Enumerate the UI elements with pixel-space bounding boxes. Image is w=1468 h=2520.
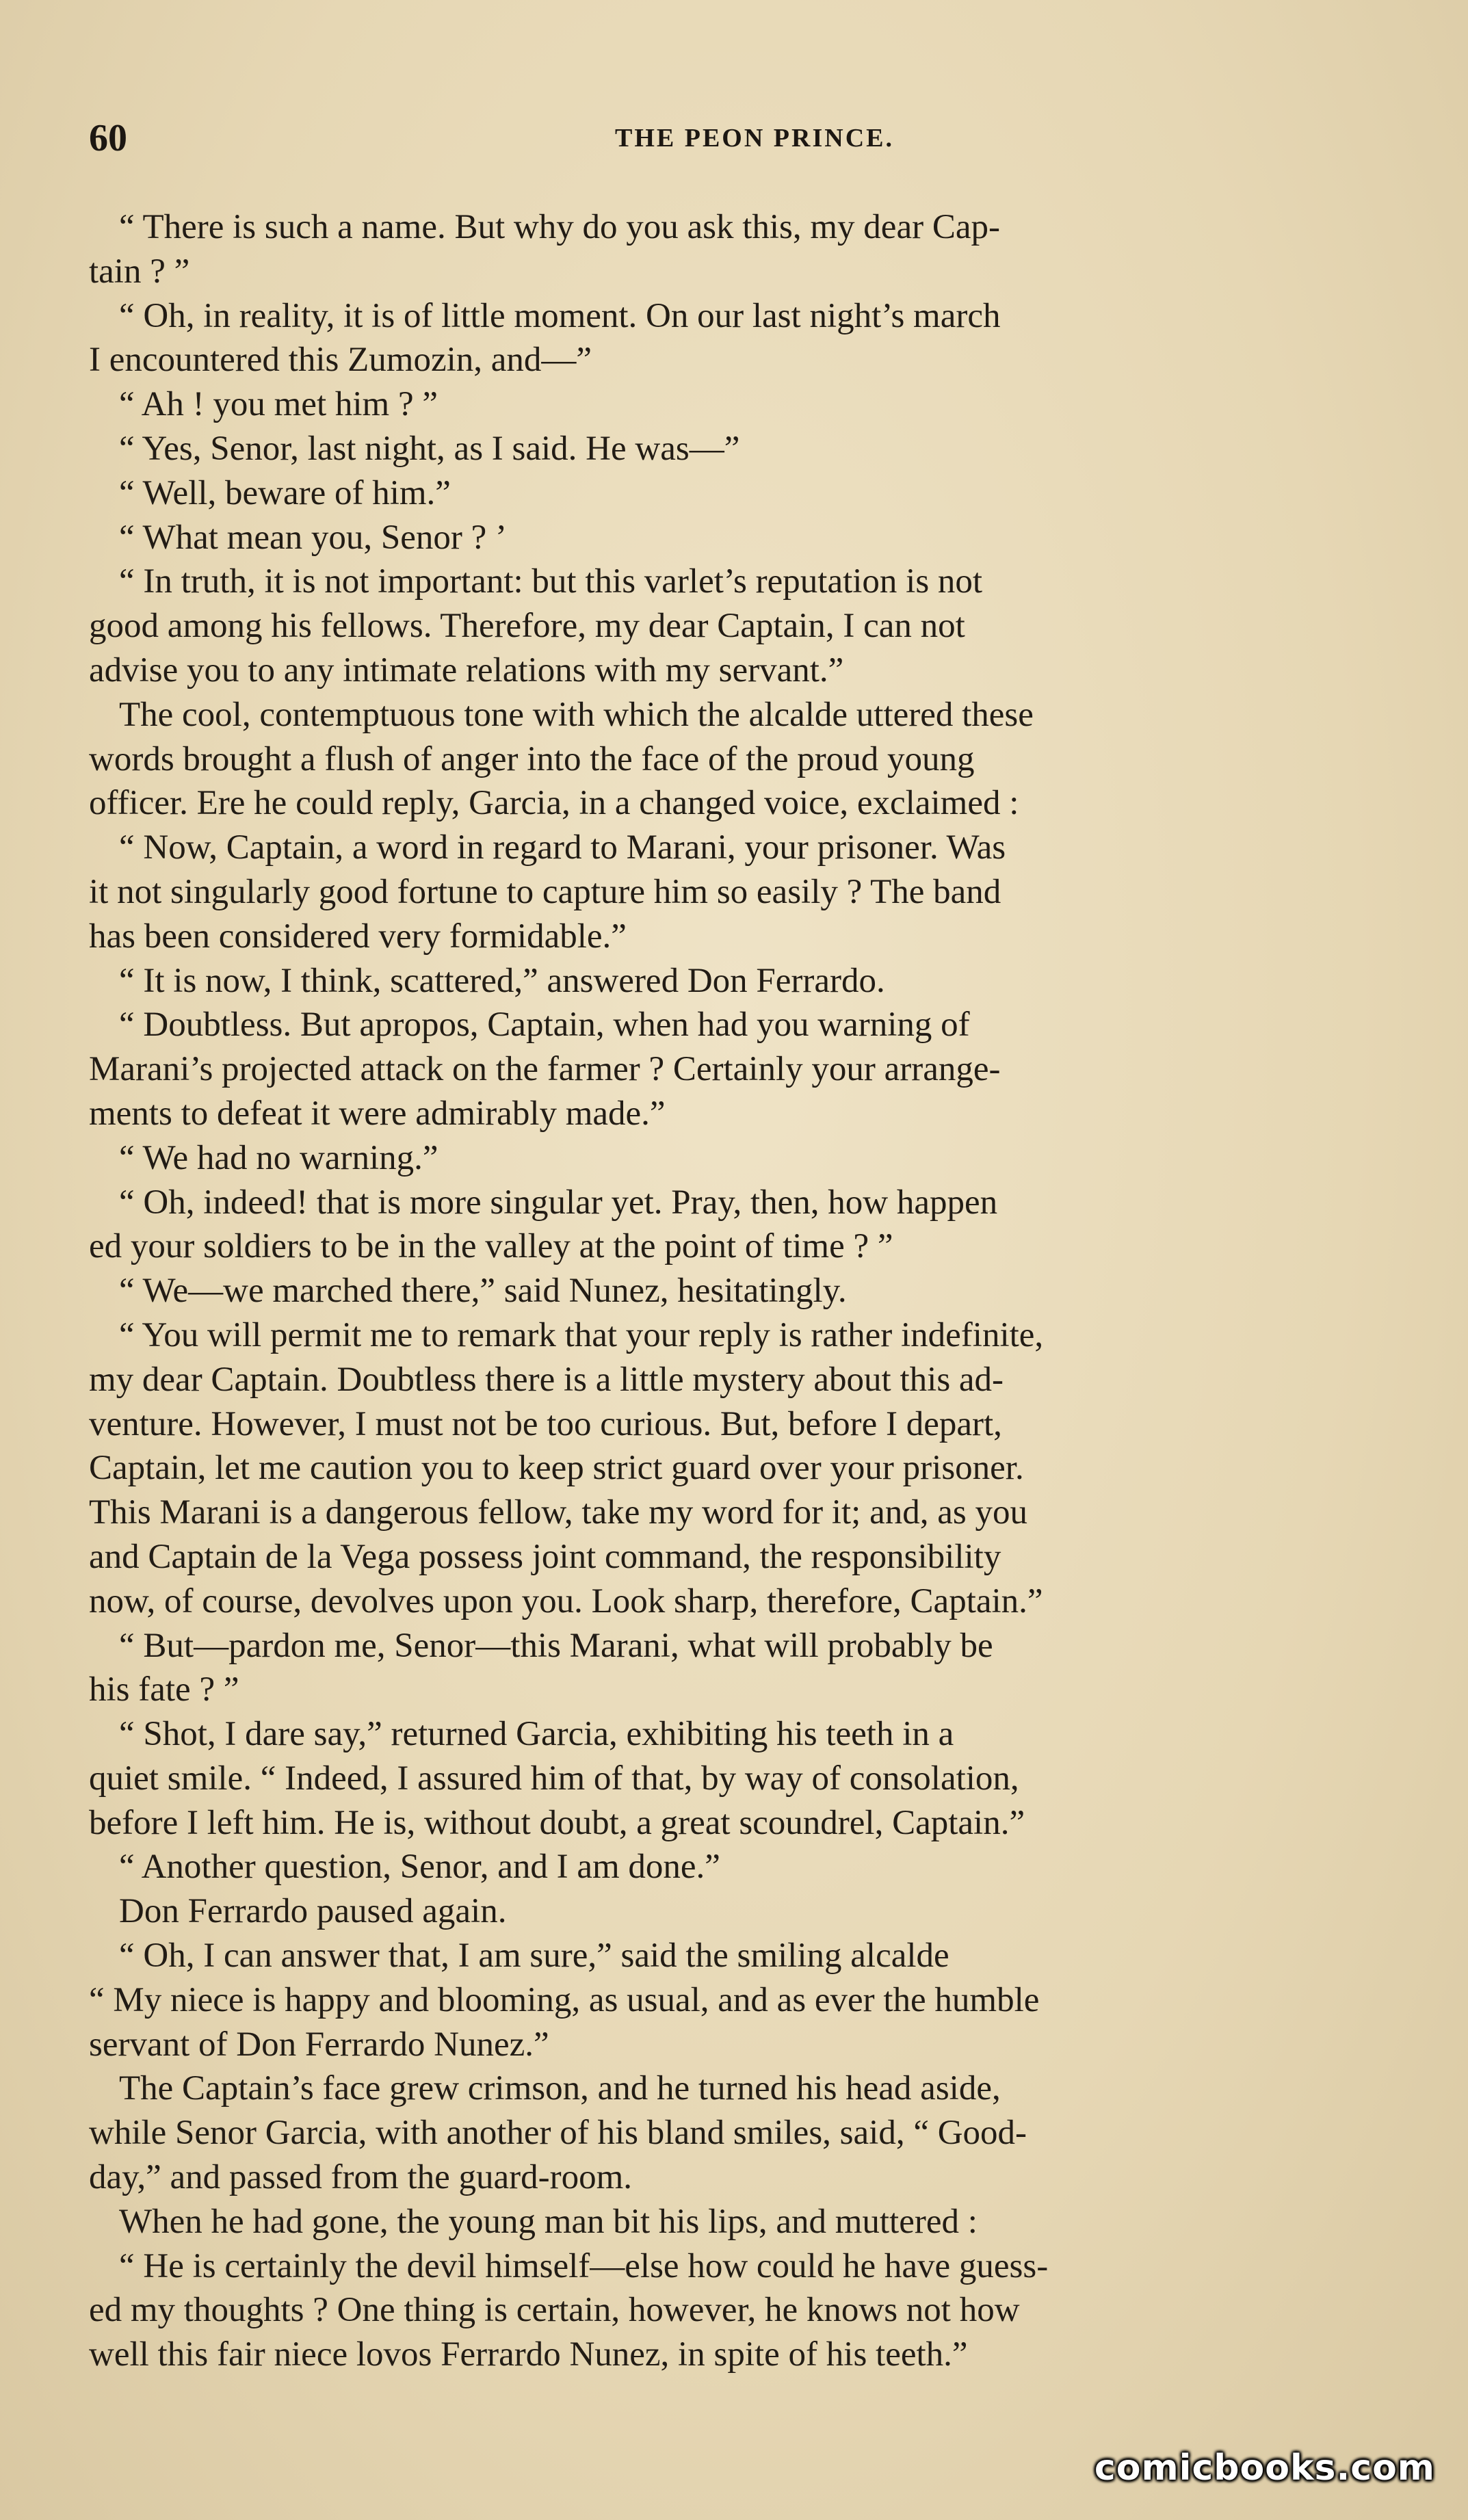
text-line: “ Another question, Senor, and I am done.”: [119, 1848, 720, 1887]
text-line: “ It is now, I think, scattered,” answered Don Ferrardo.: [119, 961, 885, 1000]
text-line: servant of Don Ferrardo Nunez.”: [89, 2025, 549, 2064]
text-line: has been considered very formidable.”: [89, 917, 627, 956]
text-line: “ We—we marched there,” said Nunez, hesitatingly.: [119, 1272, 847, 1311]
text-line: “ Doubtless. But apropos, Captain, when had you warning of: [119, 1006, 970, 1045]
text-line: “ My niece is happy and blooming, as usual, and as ever the humble: [89, 1980, 1040, 2019]
text-line: “ Well, beware of him.”: [119, 473, 451, 512]
text-line: Captain, let me caution you to keep strict guard over your prisoner.: [89, 1449, 1024, 1488]
text-line: his fate ? ”: [89, 1670, 239, 1709]
text-line: and Captain de la Vega possess joint command, the responsibility: [89, 1537, 1001, 1576]
text-line: officer. Ere he could reply, Garcia, in a changed voice, exclaimed :: [89, 784, 1019, 823]
text-line: When he had gone, the young man bit his lips, and muttered :: [119, 2202, 978, 2241]
text-line: while Senor Garcia, with another of his bland smiles, said, “ Good-: [89, 2114, 1027, 2153]
text-line: I encountered this Zumozin, and—”: [89, 341, 592, 380]
text-line: “ Oh, indeed! that is more singular yet. Pray, then, how happen: [119, 1183, 998, 1222]
text-line: well this fair niece lovos Ferrardo Nunez, in spite of his teeth.”: [89, 2335, 968, 2374]
text-line: “ He is certainly the devil himself—else how could he have guess-: [119, 2246, 1049, 2285]
text-line: The cool, contemptuous tone with which the alcalde uttered these: [119, 695, 1034, 734]
text-line: quiet smile. “ Indeed, I assured him of that, by way of consolation,: [89, 1759, 1019, 1798]
text-line: tain ? ”: [89, 252, 190, 291]
text-line: day,” and passed from the guard-room.: [89, 2158, 633, 2197]
text-line: ed your soldiers to be in the valley at the point of time ? ”: [89, 1227, 893, 1266]
body-text: [89, 205, 1419, 2377]
text-line: venture. However, I must not be too curious. But, before I depart,: [89, 1404, 1002, 1443]
text-line: ed my thoughts ? One thing is certain, however, he knows not how: [89, 2291, 1020, 2330]
text-line: “ Shot, I dare say,” returned Garcia, exhibiting his teeth in a: [119, 1715, 954, 1754]
text-line: “ You will permit me to remark that your reply is rather indefinite,: [119, 1315, 1044, 1354]
text-line: Marani’s projected attack on the farmer ? Certainly your arrange-: [89, 1050, 1001, 1089]
text-line: ments to defeat it were admirably made.”: [89, 1094, 666, 1133]
running-title: THE PEON PRINCE.: [615, 124, 894, 153]
text-line: “ But—pardon me, Senor—this Marani, what will probably be: [119, 1626, 993, 1665]
text-line: words brought a flush of anger into the face of the proud young: [89, 739, 975, 778]
watermark: comicbooks.com: [1094, 2447, 1435, 2489]
text-line: now, of course, devolves upon you. Look sharp, therefore, Captain.”: [89, 1581, 1043, 1620]
text-line: “ Oh, in reality, it is of little moment. On our last night’s march: [119, 296, 1001, 335]
page-header: [89, 116, 1420, 164]
text-line: “ Ah ! you met him ? ”: [119, 385, 438, 424]
text-line: The Captain’s face grew crimson, and he turned his head aside,: [119, 2069, 1001, 2108]
text-line: before I left him. He is, without doubt, a great scoundrel, Captain.”: [89, 1803, 1025, 1842]
text-line: “ We had no warning.”: [119, 1138, 438, 1177]
text-line: “ In truth, it is not important: but this varlet’s reputation is not: [119, 562, 983, 601]
text-line: This Marani is a dangerous fellow, take my word for it; and, as you: [89, 1493, 1027, 1532]
text-line: Don Ferrardo paused again.: [119, 1892, 507, 1931]
text-line: it not singularly good fortune to capture him so easily ? The band: [89, 872, 1001, 911]
page-number: 60: [89, 117, 127, 159]
text-line: good among his fellows. Therefore, my dear Captain, I can not: [89, 607, 965, 646]
text-line: “ Oh, I can answer that, I am sure,” said the smiling alcalde: [119, 1937, 949, 1976]
text-line: “ What mean you, Senor ? ’: [119, 518, 507, 557]
text-line: “ Yes, Senor, last night, as I said. He was—”: [119, 429, 740, 468]
text-line: “ There is such a name. But why do you ask this, my dear Cap-: [119, 208, 1000, 246]
text-line: my dear Captain. Doubtless there is a little mystery about this ad-: [89, 1360, 1004, 1399]
text-line: “ Now, Captain, a word in regard to Marani, your prisoner. Was: [119, 828, 1006, 867]
text-line: advise you to any intimate relations with my servant.”: [89, 651, 844, 690]
